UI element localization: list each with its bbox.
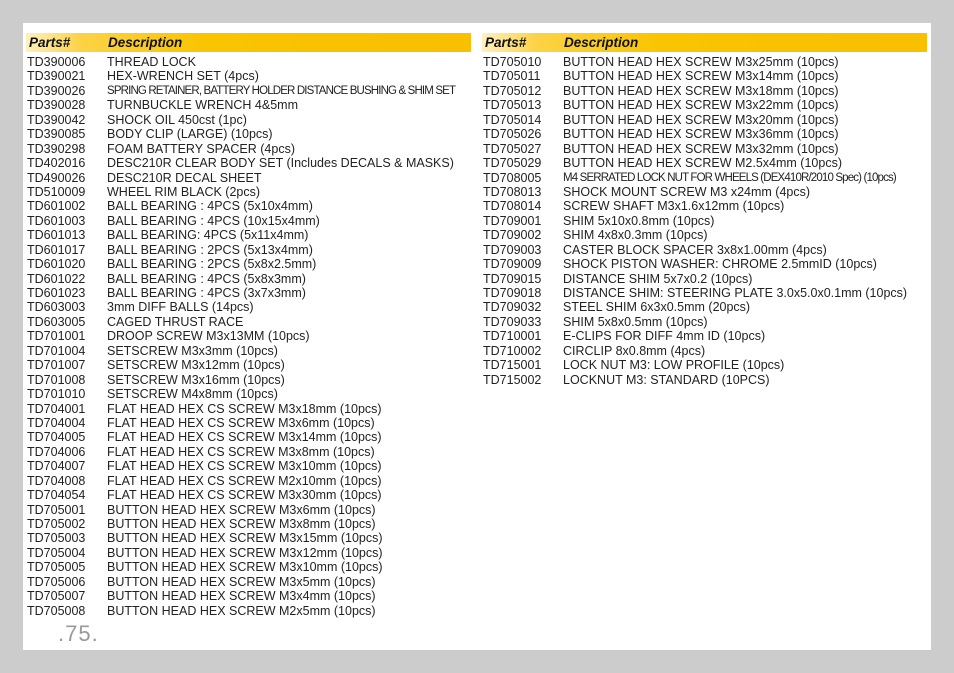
table-row <box>482 199 927 213</box>
table-row <box>26 55 471 69</box>
part-description: WHEEL RIM BLACK (2pcs) <box>107 184 261 199</box>
part-description: SHIM 5x8x0.5mm (10pcs) <box>563 314 708 329</box>
table-row <box>26 300 471 314</box>
table-row <box>482 243 927 257</box>
part-number: TD390298 <box>27 141 86 156</box>
table-row <box>26 329 471 343</box>
page-number: .75. <box>58 621 99 646</box>
table-row <box>26 243 471 257</box>
part-number: TD701010 <box>27 387 86 402</box>
table-row <box>482 358 927 372</box>
part-number: TD709003 <box>483 242 542 257</box>
parts-rows <box>482 55 927 387</box>
table-row <box>482 228 927 242</box>
table-row <box>482 300 927 314</box>
part-description: SETSCREW M4x8mm (10pcs) <box>107 387 278 402</box>
part-description: LOCKNUT M3: STANDARD (10PCS) <box>563 372 770 387</box>
table-row <box>26 199 471 213</box>
part-number: TD402016 <box>27 156 86 171</box>
part-description: SHOCK PISTON WASHER: CHROME 2.5mmID (10pcs) <box>563 257 877 272</box>
part-description: BALL BEARING : 2PCS (5x8x2.5mm) <box>107 257 317 272</box>
table-row <box>482 127 927 141</box>
part-description: SHOCK OIL 450cst (1pc) <box>107 112 247 127</box>
part-description: BUTTON HEAD HEX SCREW M3x8mm (10pcs) <box>107 517 376 531</box>
table-row <box>26 185 471 199</box>
part-number: TD601022 <box>27 271 86 286</box>
part-number: TD704054 <box>27 488 86 503</box>
parts-rows <box>26 55 471 618</box>
part-description: FLAT HEAD HEX CS SCREW M3x14mm (10pcs) <box>107 430 382 445</box>
part-number: TD705014 <box>483 112 542 127</box>
table-row <box>26 373 471 387</box>
part-number: TD601020 <box>27 257 86 272</box>
part-description: BODY CLIP (LARGE) (10pcs) <box>107 127 273 142</box>
part-number: TD701007 <box>27 358 86 373</box>
part-description: BUTTON HEAD HEX SCREW M3x4mm (10pcs) <box>107 589 376 604</box>
table-row <box>26 98 471 112</box>
part-number: TD510009 <box>27 184 86 199</box>
part-description: BALL BEARING: 4PCS (5x11x4mm) <box>107 228 309 243</box>
header-parts-label: Parts# <box>485 35 527 50</box>
header-parts-label: Parts# <box>29 35 71 50</box>
part-description: BUTTON HEAD HEX SCREW M3x25mm (10pcs) <box>563 55 839 69</box>
table-row <box>26 503 471 517</box>
table-row <box>26 113 471 127</box>
table-row <box>26 531 471 545</box>
part-description: SHIM 5x10x0.8mm (10pcs) <box>563 213 715 228</box>
table-row <box>482 185 927 199</box>
part-number: TD705007 <box>27 589 86 604</box>
part-description: TURNBUCKLE WRENCH 4&5mm <box>107 98 298 113</box>
table-row <box>26 69 471 83</box>
part-number: TD705005 <box>27 560 86 575</box>
part-number: TD705001 <box>27 502 86 517</box>
part-description: BUTTON HEAD HEX SCREW M2x5mm (10pcs) <box>107 603 376 618</box>
part-description: FLAT HEAD HEX CS SCREW M3x10mm (10pcs) <box>107 459 382 474</box>
part-number: TD709009 <box>483 257 542 272</box>
table-row <box>26 286 471 300</box>
part-number: TD705006 <box>27 574 86 589</box>
part-number: TD705002 <box>27 517 86 531</box>
part-description: M4 SERRATED LOCK NUT FOR WHEELS (DEX410R/2010 Spec) (10pcs) <box>563 171 896 184</box>
part-number: TD705026 <box>483 127 542 142</box>
part-number: TD390021 <box>27 69 86 84</box>
part-description: SHIM 4x8x0.3mm (10pcs) <box>563 228 708 243</box>
table-row <box>482 286 927 300</box>
part-description: BUTTON HEAD HEX SCREW M3x20mm (10pcs) <box>563 112 839 127</box>
part-description: SETSCREW M3x3mm (10pcs) <box>107 343 278 358</box>
part-description: BUTTON HEAD HEX SCREW M3x14mm (10pcs) <box>563 69 839 84</box>
part-number: TD390026 <box>27 83 86 98</box>
table-row <box>482 84 927 98</box>
part-description: BUTTON HEAD HEX SCREW M3x15mm (10pcs) <box>107 531 383 546</box>
part-description: FLAT HEAD HEX CS SCREW M3x30mm (10pcs) <box>107 488 382 503</box>
part-number: TD705003 <box>27 531 86 546</box>
part-number: TD601023 <box>27 286 86 300</box>
part-number: TD603005 <box>27 314 86 329</box>
table-header <box>26 33 471 52</box>
part-number: TD701001 <box>27 329 86 344</box>
table-row <box>26 402 471 416</box>
part-description: BALL BEARING : 2PCS (5x13x4mm) <box>107 242 313 257</box>
part-description: BUTTON HEAD HEX SCREW M2.5x4mm (10pcs) <box>563 156 842 171</box>
part-description: DISTANCE SHIM 5x7x0.2 (10pcs) <box>563 271 753 286</box>
part-number: TD601013 <box>27 228 86 243</box>
part-number: TD709033 <box>483 314 542 329</box>
part-description: DESC210R DECAL SHEET <box>107 170 262 185</box>
table-row <box>26 604 471 618</box>
table-row <box>26 228 471 242</box>
part-number: TD704006 <box>27 444 86 459</box>
table-row <box>482 272 927 286</box>
header-description-label: Description <box>108 35 183 50</box>
part-number: TD709001 <box>483 213 542 228</box>
part-description: BUTTON HEAD HEX SCREW M3x32mm (10pcs) <box>563 141 839 156</box>
part-description: SETSCREW M3x16mm (10pcs) <box>107 372 285 387</box>
part-description: LOCK NUT M3: LOW PROFILE (10pcs) <box>563 358 785 373</box>
part-description: FLAT HEAD HEX CS SCREW M3x8mm (10pcs) <box>107 444 375 459</box>
table-row <box>26 171 471 185</box>
table-row <box>26 575 471 589</box>
table-row <box>26 546 471 560</box>
table-row <box>26 459 471 473</box>
table-row <box>482 142 927 156</box>
parts-list-page <box>23 23 931 650</box>
part-number: TD390085 <box>27 127 86 142</box>
part-number: TD705010 <box>483 55 542 69</box>
parts-table-right <box>482 33 927 387</box>
part-number: TD701008 <box>27 372 86 387</box>
table-row <box>482 329 927 343</box>
table-row <box>26 344 471 358</box>
table-row <box>482 156 927 170</box>
table-row <box>26 387 471 401</box>
part-description: CIRCLIP 8x0.8mm (4pcs) <box>563 343 706 358</box>
part-description: CASTER BLOCK SPACER 3x8x1.00mm (4pcs) <box>563 242 827 257</box>
part-number: TD705011 <box>483 69 541 84</box>
table-row <box>26 156 471 170</box>
table-row <box>26 142 471 156</box>
part-description: BALL BEARING : 4PCS (10x15x4mm) <box>107 213 320 228</box>
part-description: DESC210R CLEAR BODY SET (Includes DECALS & MASKS) <box>107 156 454 171</box>
part-number: TD704007 <box>27 459 86 474</box>
table-row <box>26 560 471 574</box>
table-row <box>26 416 471 430</box>
part-number: TD390006 <box>27 55 86 69</box>
part-description: SPRING RETAINER, BATTERY HOLDER DISTANCE BUSHING & SHIM SET <box>107 84 456 97</box>
part-description: BUTTON HEAD HEX SCREW M3x22mm (10pcs) <box>563 98 839 113</box>
table-row <box>482 373 927 387</box>
table-row <box>482 55 927 69</box>
part-number: TD709002 <box>483 228 542 243</box>
part-description: 3mm DIFF BALLS (14pcs) <box>107 300 254 315</box>
part-number: TD490026 <box>27 170 86 185</box>
part-number: TD704008 <box>27 473 86 488</box>
part-number: TD715001 <box>483 358 542 373</box>
part-description: HEX-WRENCH SET (4pcs) <box>107 69 259 84</box>
part-number: TD601002 <box>27 199 86 214</box>
part-number: TD601003 <box>27 213 86 228</box>
part-number: TD705012 <box>483 83 542 98</box>
part-number: TD710001 <box>483 329 542 344</box>
part-description: CAGED THRUST RACE <box>107 314 244 329</box>
part-number: TD710002 <box>483 343 542 358</box>
part-description: BUTTON HEAD HEX SCREW M3x12mm (10pcs) <box>107 545 383 560</box>
part-description: BALL BEARING : 4PCS (5x8x3mm) <box>107 271 306 286</box>
part-number: TD705008 <box>27 603 86 618</box>
table-row <box>482 98 927 112</box>
table-row <box>482 344 927 358</box>
part-description: DROOP SCREW M3x13MM (10pcs) <box>107 329 310 344</box>
part-number: TD715002 <box>483 372 542 387</box>
table-row <box>482 69 927 83</box>
table-row <box>26 84 471 98</box>
table-row <box>26 445 471 459</box>
part-number: TD705029 <box>483 156 542 171</box>
table-row <box>26 358 471 372</box>
part-description: BUTTON HEAD HEX SCREW M3x10mm (10pcs) <box>107 560 383 575</box>
table-row <box>26 430 471 444</box>
part-description: STEEL SHIM 6x3x0.5mm (20pcs) <box>563 300 751 315</box>
part-description: THREAD LOCK <box>107 55 196 69</box>
table-row <box>482 214 927 228</box>
table-row <box>26 214 471 228</box>
part-number: TD603003 <box>27 300 86 315</box>
table-row <box>26 315 471 329</box>
table-row <box>482 113 927 127</box>
part-description: BUTTON HEAD HEX SCREW M3x6mm (10pcs) <box>107 502 376 517</box>
table-row <box>26 127 471 141</box>
part-number: TD705027 <box>483 141 542 156</box>
parts-table-left <box>26 33 471 618</box>
part-number: TD705004 <box>27 545 86 560</box>
table-row <box>26 517 471 531</box>
table-row <box>26 257 471 271</box>
part-description: BALL BEARING : 4PCS (3x7x3mm) <box>107 286 306 300</box>
table-row <box>26 474 471 488</box>
part-description: BUTTON HEAD HEX SCREW M3x5mm (10pcs) <box>107 574 376 589</box>
part-number: TD709015 <box>483 271 542 286</box>
header-description-label: Description <box>564 35 639 50</box>
part-number: TD708014 <box>483 199 542 214</box>
table-header <box>482 33 927 52</box>
part-number: TD708013 <box>483 184 542 199</box>
part-description: BALL BEARING : 4PCS (5x10x4mm) <box>107 199 313 214</box>
part-description: FOAM BATTERY SPACER (4pcs) <box>107 141 296 156</box>
part-number: TD704001 <box>27 401 86 416</box>
part-number: TD705013 <box>483 98 542 113</box>
table-row <box>26 272 471 286</box>
part-number: TD709018 <box>483 286 542 300</box>
table-row <box>482 171 927 185</box>
part-number: TD708005 <box>483 170 542 185</box>
part-description: SHOCK MOUNT SCREW M3 x24mm (4pcs) <box>563 184 811 199</box>
table-row <box>482 257 927 271</box>
part-number: TD701004 <box>27 343 86 358</box>
part-number: TD601017 <box>27 242 86 257</box>
part-description: DISTANCE SHIM: STEERING PLATE 3.0x5.0x0.1mm (10pcs) <box>563 286 908 300</box>
part-number: TD390028 <box>27 98 86 113</box>
part-number: TD709032 <box>483 300 542 315</box>
part-number: TD704004 <box>27 415 86 430</box>
part-description: FLAT HEAD HEX CS SCREW M3x6mm (10pcs) <box>107 415 375 430</box>
part-description: BUTTON HEAD HEX SCREW M3x18mm (10pcs) <box>563 83 839 98</box>
part-description: FLAT HEAD HEX CS SCREW M2x10mm (10pcs) <box>107 473 382 488</box>
part-description: FLAT HEAD HEX CS SCREW M3x18mm (10pcs) <box>107 401 382 416</box>
table-row <box>482 315 927 329</box>
part-number: TD704005 <box>27 430 86 445</box>
part-description: BUTTON HEAD HEX SCREW M3x36mm (10pcs) <box>563 127 839 142</box>
table-row <box>26 589 471 603</box>
part-description: SCREW SHAFT M3x1.6x12mm (10pcs) <box>563 199 785 214</box>
table-row <box>26 488 471 502</box>
part-number: TD390042 <box>27 112 86 127</box>
part-description: E-CLIPS FOR DIFF 4mm ID (10pcs) <box>563 329 766 344</box>
part-description: SETSCREW M3x12mm (10pcs) <box>107 358 285 373</box>
